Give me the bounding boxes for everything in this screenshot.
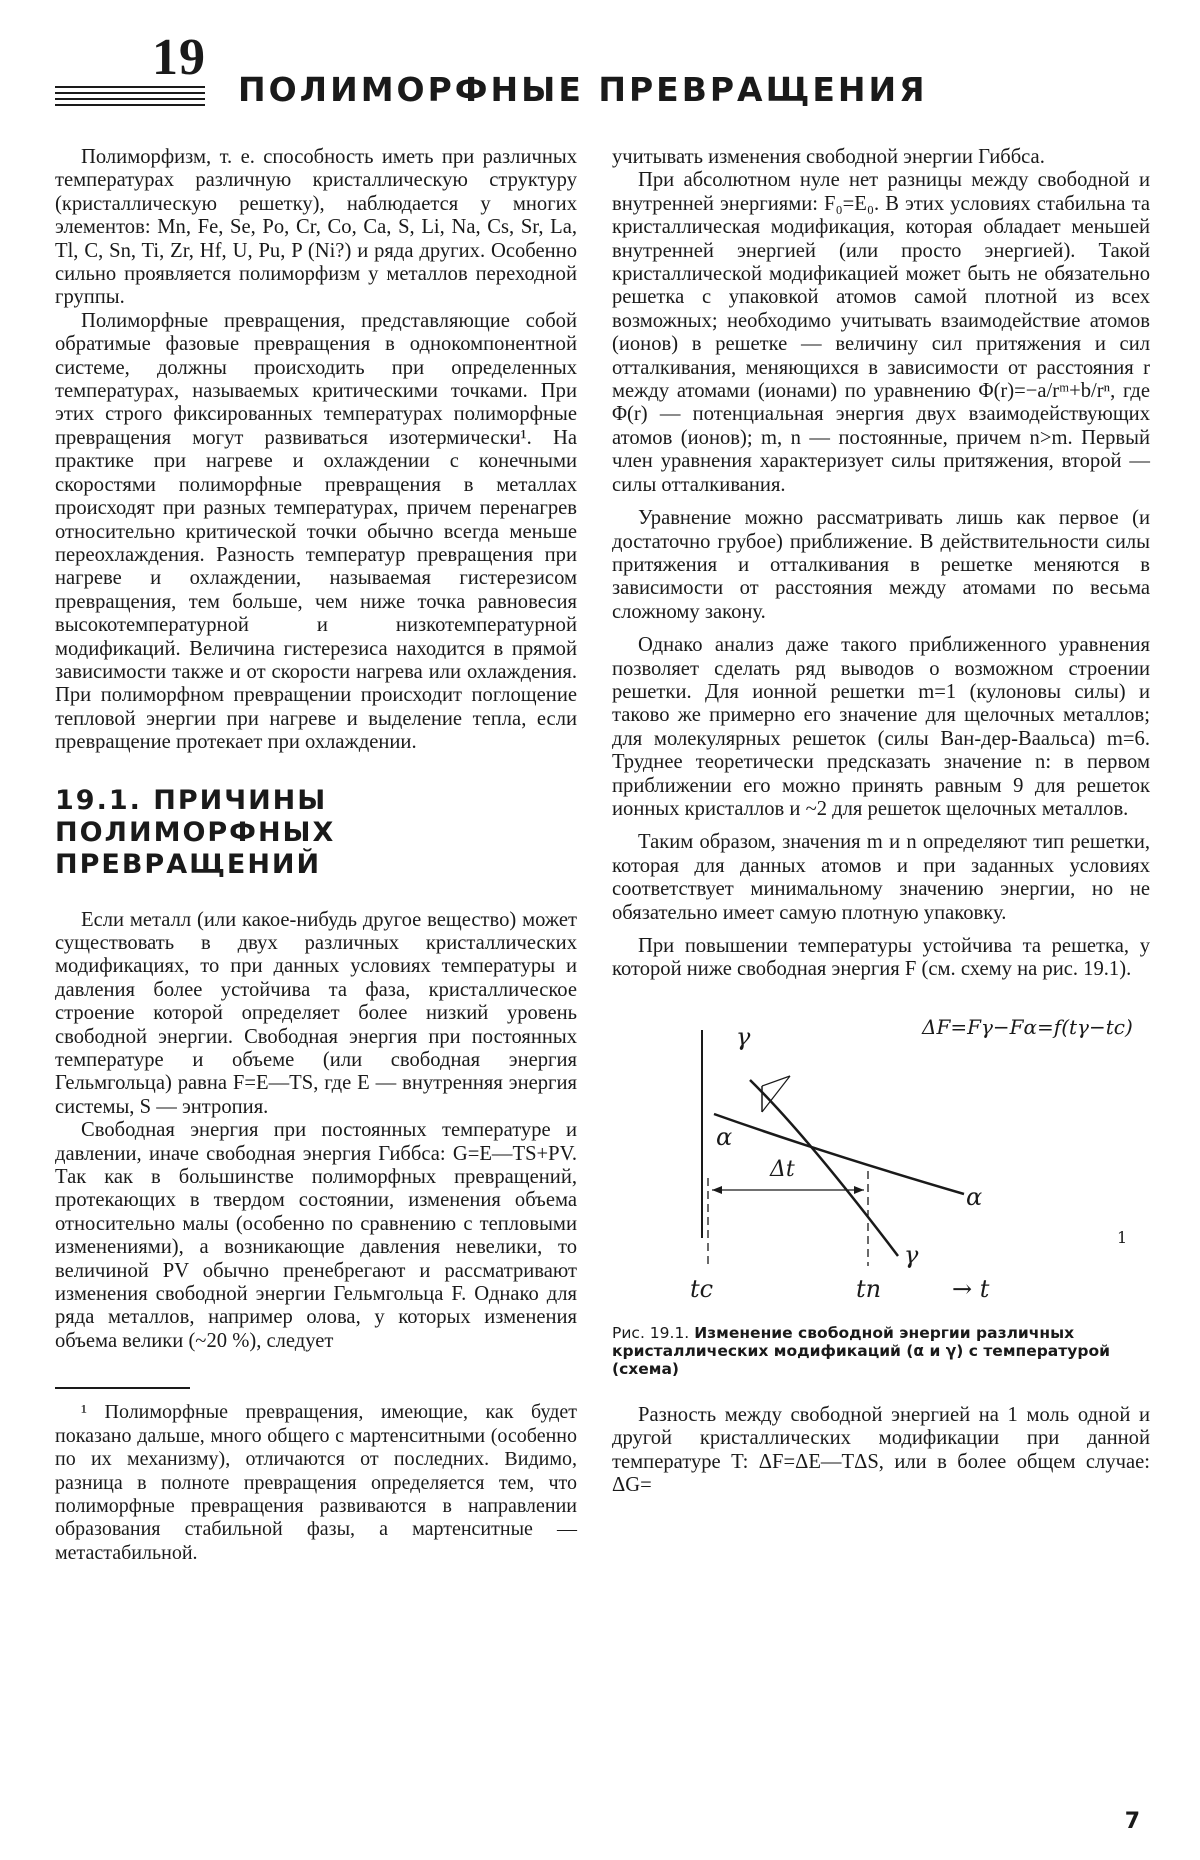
paragraph-free-energy-gibbs: Свободная энергия при постоянных температуре и давлении, иначе свободная энергия Гиббса: G=E—TS+PV. Так как в большинстве полиморфных превращений, протекающих в твердом состоянии, изменения объема относительно малы (особенно по сравнению с тепловыми изменениями), а возникающие давления невелики, то величиной PV обычно пренебрегают и рассматривают изменения свободной энергии Гельмгольца F. Однако для ряда металлов, например олова, у которых изменения объема велики (~20 %), следует — [55, 1119, 577, 1352]
paragraph-free-energy-difference: Разность между свободной энергией на 1 моль одной и другой кристаллических модификации при данной температуре T: ΔF=ΔE—TΔS, или в более общем случае: ΔG= — [612, 1403, 1150, 1497]
footnote: ¹ Полиморфные превращения, имеющие, как будет показано дальше, много общего с мартенситными (особенно по их механизму), отличаются от последних. Видимо, разница в полноте превращения определяется тем, что полиморфные превращения развиваются в направлении образования стабильной фазы, а мартенситные — метастабильной. — [55, 1401, 577, 1564]
paragraph-temperature-increase: При повышении температуры устойчива та решетка, у которой ниже свободная энергия F (см. схему на рис. 19.1). — [612, 935, 1150, 981]
paragraph-absolute-zero: При абсолютном нуле нет разницы между свободной и внутренней энергиями: F₀=E₀. В этих условиях стабильна та кристаллическая модификация, которая обладает меньшей внутренней энергией (или просто энергией). Такой кристаллической модификацией может быть не обязательно решетка с упаковкой атомов самой плотной из всех возможных; необходимо учитывать взаимодействие атомов (ионов) в решетке — величину сил притяжения и сил отталкивания, меняющихся в зависимости от расстояния r между атомами (ионами) по уравнению Φ(r)=−a/rᵐ+b/rⁿ, где Φ(r) — потенциальная энергия двух взаимодействующих атомов (ионов); m, n — постоянные, причем n>m. Первый член уравнения характеризует силы притяжения, второй — силы отталкивания. — [612, 169, 1150, 496]
chapter-title: ПОЛИМОРФНЫЕ ПРЕВРАЩЕНИЯ — [238, 70, 928, 109]
chapter-decorative-rules — [55, 86, 205, 110]
paragraph-lattice-type: Таким образом, значения m и n определяют тип решетки, которая для данных атомов и при заданных условиях соответствует минимальному значению энергии, но не обязательно имеет самую плотную упаковку. — [612, 831, 1150, 924]
figure-label-alpha-left: α — [716, 1122, 733, 1151]
right-column — [612, 146, 1150, 1497]
chapter-number: 19 — [152, 29, 206, 86]
footnote-divider — [55, 1387, 190, 1389]
paragraph-polymorphic-transformations: Полиморфные превращения, представляющие собой обратимые фазовые превращения в однокомпонентной системе, должны происходить при определенных температурах, называемых критическими точками. При этих строго фиксированных температурах полиморфные превращения могут развиваться изотермически¹. На практике при нагреве и охлаждении с конечными скоростями полиморфные превращения в металлах происходят при разных температурах, причем перенагрев относительно критической точки обычно всегда меньше переохлаждения. Разность температур превращения при нагреве и охлаждении, называемая гистерезисом превращения, тем больше, чем ниже точка равновесия высокотемпературной и низкотемпературной модификаций. Величина гистерезиса находится в прямой зависимости также и от скорости нагрева или охлаждения. При полиморфном превращении происходит поглощение тепловой энергии при нагреве и выделение тепла, если превращение протекает при охлаждении. — [55, 309, 577, 754]
page-number: 7 — [1124, 1809, 1140, 1834]
caption-number: Рис. 19.1. — [612, 1323, 690, 1342]
figure-axis-labels — [612, 1274, 1150, 1310]
figure-free-energy-diagram — [612, 1016, 1150, 1276]
figure-label-tp: tп — [856, 1274, 882, 1303]
caption-text: Изменение свободной энергии различных кристаллических модификаций (α и γ) с температурой (схема) — [612, 1323, 1110, 1378]
figure-label-gamma-bottom: γ — [904, 1240, 919, 1269]
figure-label-gamma-top: γ — [736, 1022, 751, 1051]
figure-label-t-axis: → t — [952, 1274, 990, 1303]
paragraph-continuation: учитывать изменения свободной энергии Гиббса. — [612, 146, 1045, 168]
section-heading: 19.1. ПРИЧИНЫ ПОЛИМОРФНЫХ ПРЕВРАЩЕНИЙ — [55, 784, 336, 880]
figure-side-mark: 1 — [1117, 1227, 1128, 1247]
figure-caption — [612, 1324, 1150, 1378]
left-column — [55, 146, 577, 1565]
figure-label-alpha-right: α — [966, 1182, 983, 1211]
free-energy-schematic — [612, 1016, 1150, 1276]
paragraph-lattice-analysis: Однако анализ даже такого приближенного уравнения позволяет сделать ряд выводов о возможном строении решетки. Для ионной решетки m=1 (кулоновы силы) и таково же примерно его значение для щелочных металлов; для молекулярных решеток (силы Ван-дер-Ваальса) m=6. Труднее теоретически предсказать значение n: в первом приближении его можно принять равным 9 для решеток ионных кристаллов и ~2 для решеток щелочных металлов. — [612, 634, 1150, 820]
figure-label-delta-t: Δt — [770, 1156, 795, 1182]
paragraph-approximation: Уравнение можно рассматривать лишь как первое (и достаточно грубое) приближение. В действительности силы притяжения и отталкивания в решетке меняются в зависимости от расстояния между атомами по весьма сложному закону. — [612, 507, 1150, 623]
figure-formula: ΔF=Fγ−Fα=f(tγ−tc) — [922, 1014, 1133, 1039]
paragraph-polymorphism-intro: Полиморфизм, т. е. способность иметь при различных температурах различную кристаллическую структуру (кристаллическую решетку), наблюдается у многих элементов: Mn, Fe, Se, Po, Cr, Co, Ca, S, Li, Na, Cs, Sr, La, Tl, C, Sn, Ti, Zr, Hf, U, Pu, P (Ni?) и ряда других. Особенно сильно проявляется полиморфизм у металлов переходной группы. — [55, 146, 577, 309]
figure-label-tc: tc — [690, 1274, 714, 1303]
paragraph-free-energy-helmholtz: Если металл (или какое-нибудь другое вещество) может существовать в двух различных кристаллических модификациях, то при данных условиях температуры и давления более устойчива та фаза, кристаллическое строение которой определяет более низкий уровень свободной энергии. Свободная энергия при постоянных температуре и объеме (или свободная энергия Гельмгольца) равна F=E—TS, где E — внутренняя энергия системы, S — энтропия. — [55, 908, 577, 1118]
